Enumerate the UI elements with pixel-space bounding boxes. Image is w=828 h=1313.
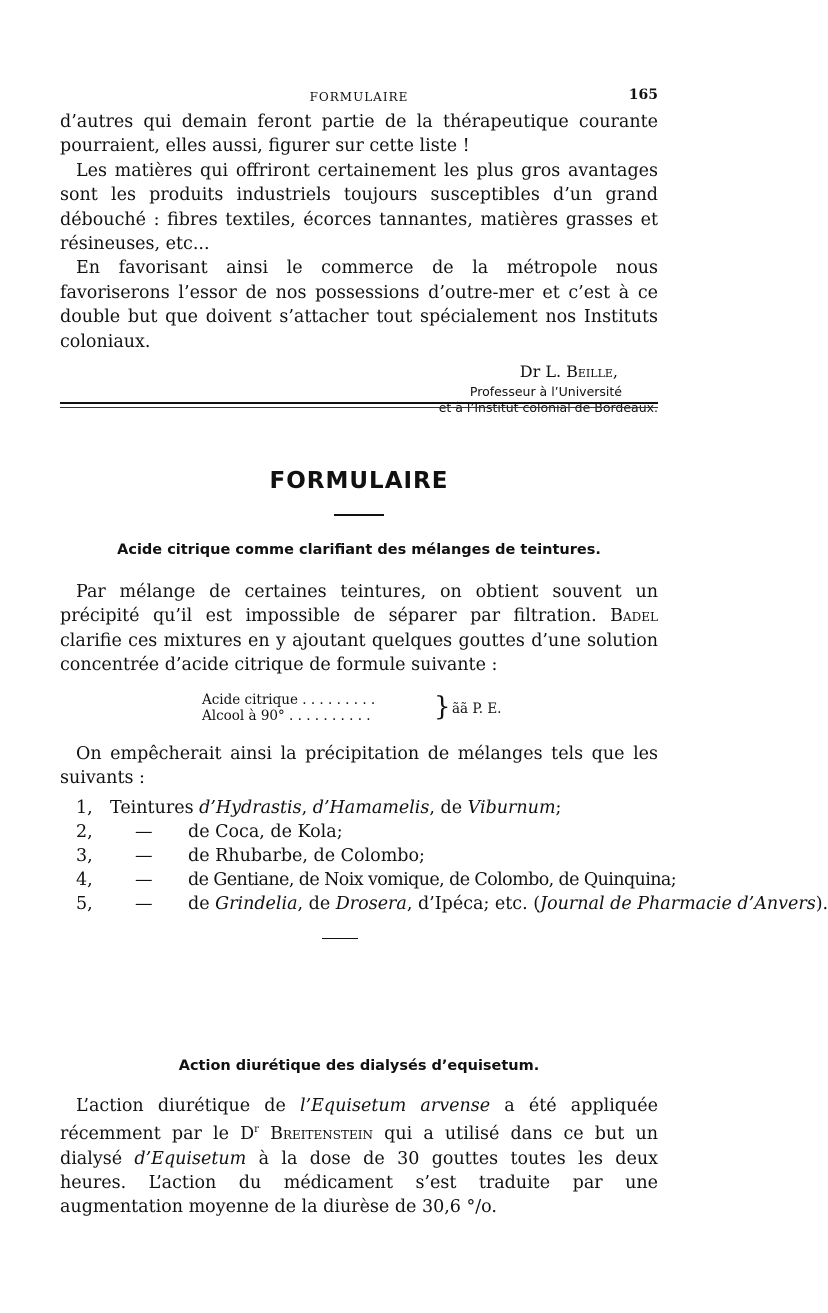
section-equisetum [60, 1058, 658, 1220]
author-affiliation-1: Professeur à l’Université [469, 384, 622, 400]
page [60, 84, 828, 1218]
formula-line-2: Alcool à 90° . . . . . . . . . . [202, 707, 371, 724]
section-acide-citrique [60, 542, 828, 916]
section1-paragraph: Par mélange de certaines teintures, on obtient souvent un précipité qu’il est impossible de séparer par filtration. Badel clarifie ces mixtures en y ajoutant quelques gouttes d’une solution concentrée d’acide citrique de formule suivante : [60, 582, 658, 676]
page-number: 165 [628, 87, 658, 103]
list-item: 2, — de Coca, de Kola; [76, 822, 343, 843]
intro-paragraph-2: Les matières qui offriront certainement les plus gros avantages sont les produits industriels toujours susceptibles d’un grand débouché : fibres textiles, écorces tannantes, matières grasses et résineuses, etc... [60, 160, 658, 255]
teintures-list [60, 796, 828, 916]
section2-heading: Action diurétique des dialysés d’equisetum. [178, 1058, 540, 1074]
section-divider [60, 402, 658, 408]
running-header [60, 84, 658, 110]
running-title: FORMULAIRE [309, 90, 409, 104]
formulaire-title: FORMULAIRE [269, 468, 449, 494]
author-name [60, 360, 618, 384]
author-surname: L. Beille, [545, 362, 618, 382]
intro-paragraph-3: En favorisant ainsi le commerce de la métropole nous favoriserons l’essor de nos possessions d’outre-mer et c’est à ce double but que doivent s’attacher tout spécialement nos Instituts coloniaux. [60, 258, 658, 352]
section-separator [322, 938, 358, 939]
badel-author: Badel [610, 606, 658, 627]
section1-heading: Acide citrique comme clarifiant des mélanges de teintures. [117, 542, 601, 558]
intro-paragraph-1: d’autres qui demain feront partie de la thérapeutique courante pourraient, elles aussi, figurer sur cette liste ! [60, 112, 658, 157]
list-item: 5, — de Grindelia, de Drosera, d’Ipéca; etc. (Journal de Pharmacie d’Anvers). [76, 894, 828, 915]
author-title: Dr [519, 362, 541, 382]
list-item: 4, — de Gentiane, de Noix vomique, de Colombo, de Quinquina; [76, 870, 677, 891]
formula-line-1: Acide citrique . . . . . . . . . [202, 691, 376, 708]
title-underline [334, 514, 384, 516]
author-affiliation-2: et à l’Institut colonial de Bordeaux. [438, 400, 658, 416]
breitenstein-author: Breitenstein [270, 1124, 373, 1145]
list-item: 3, — de Rhubarbe, de Colombo; [76, 846, 425, 867]
brace-icon: } [434, 691, 451, 722]
list-item: 1, Teintures d’Hydrastis, d’Hamamelis, de Viburnum; [76, 798, 562, 819]
section1-paragraph-2: On empêcherait ainsi la précipitation de mélanges tels que les suivants : [60, 743, 658, 789]
section2-paragraph: L’action diurétique de l’Equisetum arvense a été appliquée récemment par le $D^r$ Breitenstein qui a utilisé dans ce but un dialysé d’Equisetum à la dose de 30 gouttes toutes les deux heures. L’action du médicament s’est traduite par une augmentation moyenne de la diurèse de 30,6 °/o. [60, 1096, 658, 1218]
formula-quantity: ãã P. E. [452, 700, 502, 717]
formula [60, 692, 658, 732]
